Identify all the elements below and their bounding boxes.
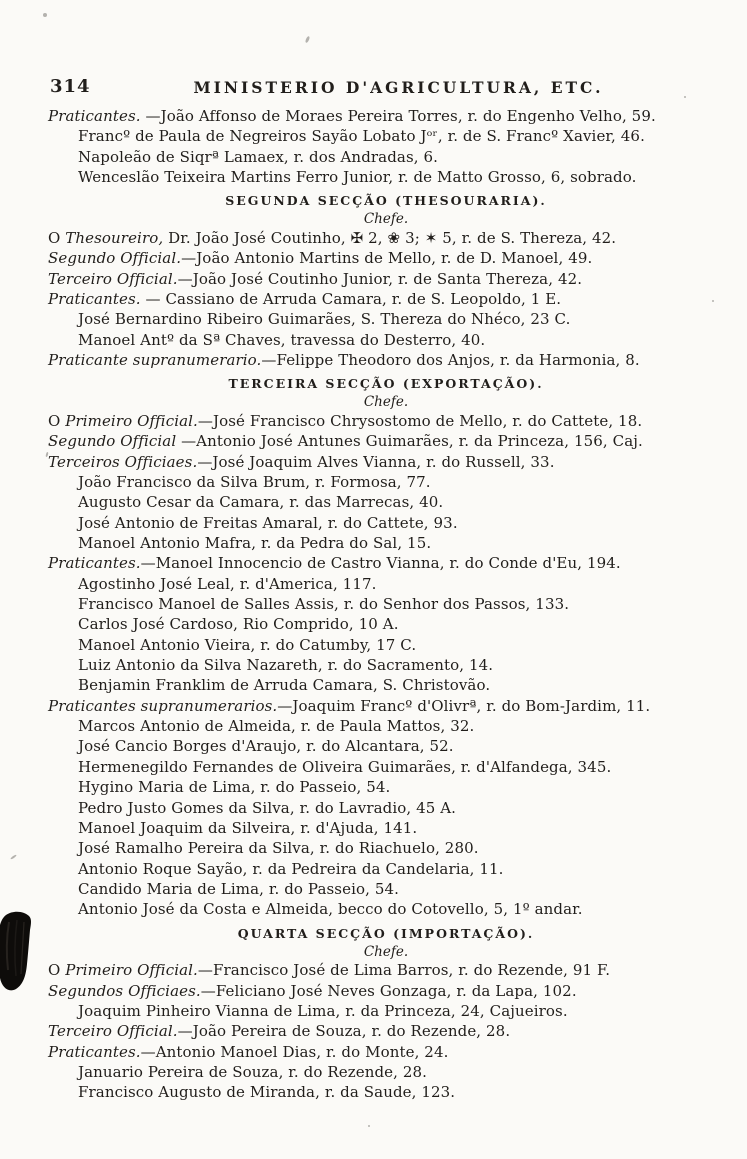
entry-text: Wenceslão Teixeira Martins Ferro Junior, r. de Matto Grosso, 6, sobrado. [78,168,637,187]
ink-blot [0,908,39,996]
entry-text: Manoel Joaquim da Silveira, r. d'Ajuda, 141. [78,818,418,837]
directory-entry [48,492,724,512]
entry-text: Benjamin Franklim de Arruda Camara, S. Christovão. [78,676,491,695]
entry-role-label: Praticante supranumerario. [48,351,262,370]
entry-prefix: O [48,228,66,247]
page-number: 314 [50,76,91,97]
directory-entry [48,167,724,187]
entry-text: —Francisco José de Lima Barros, r. do Rezende, 91 F. [197,961,611,980]
directory-entry [48,879,724,899]
entry-text: Marcos Antonio de Almeida, r. de Paula Mattos, 32. [78,717,475,736]
chefe-label: Chefe. [363,394,409,411]
entry-text: —Antonio Manoel Dias, r. do Monte, 24. [140,1042,449,1061]
scan-speck [368,1125,370,1127]
scan-speck [305,36,311,44]
directory-entry [48,736,724,756]
directory-entry [48,228,724,248]
entry-text: —Felippe Theodoro dos Anjos, r. da Harmonia, 8. [261,351,640,370]
entry-prefix: O [48,411,66,430]
entry-text: —João Antonio Martins de Mello, r. de D. Manoel, 49. [181,249,593,268]
directory-entry [48,859,724,879]
entry-text: —João José Coutinho Junior, r. de Santa Thereza, 42. [177,269,583,288]
directory-entry [48,350,724,370]
directory-entry [48,289,724,309]
entry-text: —José Joaquim Alves Vianna, r. do Russell, 33. [197,452,555,471]
entry-role-label: Terceiro Official. [48,269,178,288]
directory-entry [48,1062,724,1082]
directory-entry [48,716,724,736]
entry-text: Carlos José Cardoso, Rio Comprido, 10 A. [78,615,399,634]
entry-text: Hermenegildo Fernandes de Oliveira Guimarães, r. d'Alfandega, 345. [78,757,612,776]
entry-text: Agostinho José Leal, r. d'America, 117. [78,574,377,593]
directory-entry [48,533,724,553]
directory-entry [48,106,724,126]
scan-speck [712,300,714,302]
entry-text: —João Pereira de Souza, r. do Rezende, 28. [177,1022,511,1041]
directory-entry [48,1042,724,1062]
section-heading: SEGUNDA SECÇÃO (THESOURARIA). [225,193,547,209]
entry-text: Francº de Paula de Negreiros Sayão Lobato Jᵒʳ, r. de S. Francº Xavier, 46. [78,127,645,146]
entry-text: Luiz Antonio da Silva Nazareth, r. do Sacramento, 14. [78,656,494,675]
directory-entry [48,838,724,858]
entry-role-label: Praticantes supranumerarios. [48,696,278,715]
section-heading: TERCEIRA SECÇÃO (EXPORTAÇÃO). [228,376,544,392]
directory-entry [48,655,724,675]
entry-prefix: O [48,961,66,980]
directory-entry [48,1001,724,1021]
directory-entry [48,614,724,634]
entry-text: —Manoel Innocencio de Castro Vianna, r. do Conde d'Eu, 194. [140,554,621,573]
scan-speck [10,854,17,860]
entry-text: Antonio José da Costa e Almeida, becco do Cotovello, 5, 1º andar. [78,900,583,919]
entry-text: Manoel Antonio Vieira, r. do Catumby, 17 C. [78,635,417,654]
entry-role-label: Segundos Officiaes. [48,981,201,1000]
directory-entry [48,574,724,594]
directory-entry [48,431,724,451]
entry-text: Candido Maria de Lima, r. do Passeio, 54. [78,879,399,898]
chefe-label: Chefe. [363,211,409,228]
entry-text: —João Affonso de Moraes Pereira Torres, r. do Engenho Velho, 59. [140,107,656,125]
directory-entry [48,472,724,492]
entry-text: José Antonio de Freitas Amaral, r. do Cattete, 93. [78,513,458,532]
section-heading: QUARTA SECÇÃO (IMPORTAÇÃO). [237,925,535,941]
entry-text: Antonio Roque Sayão, r. da Pedreira da Candelaria, 11. [78,859,504,878]
entry-text: Augusto Cesar da Camara, r. das Marrecas, 40. [78,493,444,512]
directory-entry [48,594,724,614]
entry-role-label: Segundo Official. [48,249,182,268]
entry-text: João Francisco da Silva Brum, r. Formosa, 77. [78,473,431,491]
directory-entry [48,777,724,797]
entry-text: José Cancio Borges d'Araujo, r. do Alcantara, 52. [78,737,454,756]
scan-speck [43,13,47,17]
entry-text: — Cassiano de Arruda Camara, r. de S. Leopoldo, 1 E. [140,290,562,308]
page-header-title: MINISTERIO D'AGRICULTURA, ETC. [193,78,604,97]
entry-text: Hygino Maria de Lima, r. do Passeio, 54. [78,778,391,797]
entry-text: Pedro Justo Gomes da Silva, r. do Lavradio, 45 A. [78,798,457,817]
entry-role-label: Thesoureiro, [65,228,164,247]
directory-entry [48,411,724,431]
directory-entry [48,960,724,980]
directory-entry [48,757,724,777]
entry-text: José Ramalho Pereira da Silva, r. do Riachuelo, 280. [78,839,479,858]
entry-role-label: Segundo Official [48,432,177,451]
entry-role-label: Primeiro Official. [65,961,198,980]
directory-lines [48,106,724,1103]
entry-role-label: Terceiro Official. [48,1022,178,1041]
directory-entry [48,126,724,146]
entry-role-label: Praticantes. [48,290,141,308]
scan-speck [684,96,686,98]
entry-role-label: Praticantes. [48,1042,141,1061]
entry-role-label: Praticantes. [48,554,141,573]
entry-text: —Joaquim Francº d'Olivrª, r. do Bom-Jardim, 11. [277,696,651,715]
directory-entry [48,248,724,268]
entry-text: —Feliciano José Neves Gonzaga, r. da Lapa, 102. [200,981,577,1000]
directory-entry [48,147,724,167]
entry-text: —Antonio José Antunes Guimarães, r. da Princeza, 156, Caj. [176,432,643,451]
directory-entry [48,981,724,1001]
entry-role-label: Terceiros Officiaes. [48,452,198,471]
directory-entry [48,553,724,573]
directory-entry [48,696,724,716]
entry-text: Joaquim Pinheiro Vianna de Lima, r. da Princeza, 24, Cajueiros. [78,1001,568,1020]
entry-text: Dr. João José Coutinho, ✠ 2, ❀ 3; ✶ 5, r. de S. Thereza, 42. [163,228,617,247]
entry-text: Januario Pereira de Souza, r. do Rezende, 28. [78,1062,428,1081]
directory-entry [48,513,724,533]
entry-role-label: Praticantes. [48,107,141,125]
directory-text-body [48,106,724,1103]
directory-entry [48,1021,724,1041]
directory-entry [48,452,724,472]
entry-text: —José Francisco Chrysostomo de Mello, r. do Cattete, 18. [197,411,643,430]
directory-entry [48,675,724,695]
entry-text: Francisco Manoel de Salles Assis, r. do Senhor dos Passos, 133. [78,595,570,614]
directory-entry [48,330,724,350]
entry-text: Manoel Antonio Mafra, r. da Pedra do Sal, 15. [78,534,432,553]
entry-text: Manoel Antº da Sª Chaves, travessa do Desterro, 40. [78,330,486,349]
directory-entry [48,635,724,655]
entry-role-label: Primeiro Official. [65,411,198,430]
directory-entry [48,309,724,329]
chefe-label: Chefe. [363,943,409,960]
entry-text: José Bernardino Ribeiro Guimarães, S. Thereza do Nhéco, 23 C. [78,310,571,329]
directory-entry [48,818,724,838]
directory-entry [48,798,724,818]
entry-text: Napoleão de Siqrª Lamaex, r. dos Andradas, 6. [78,147,439,166]
entry-text: Francisco Augusto de Miranda, r. da Saude, 123. [78,1083,456,1102]
directory-entry [48,1082,724,1102]
directory-entry [48,899,724,919]
directory-entry [48,269,724,289]
